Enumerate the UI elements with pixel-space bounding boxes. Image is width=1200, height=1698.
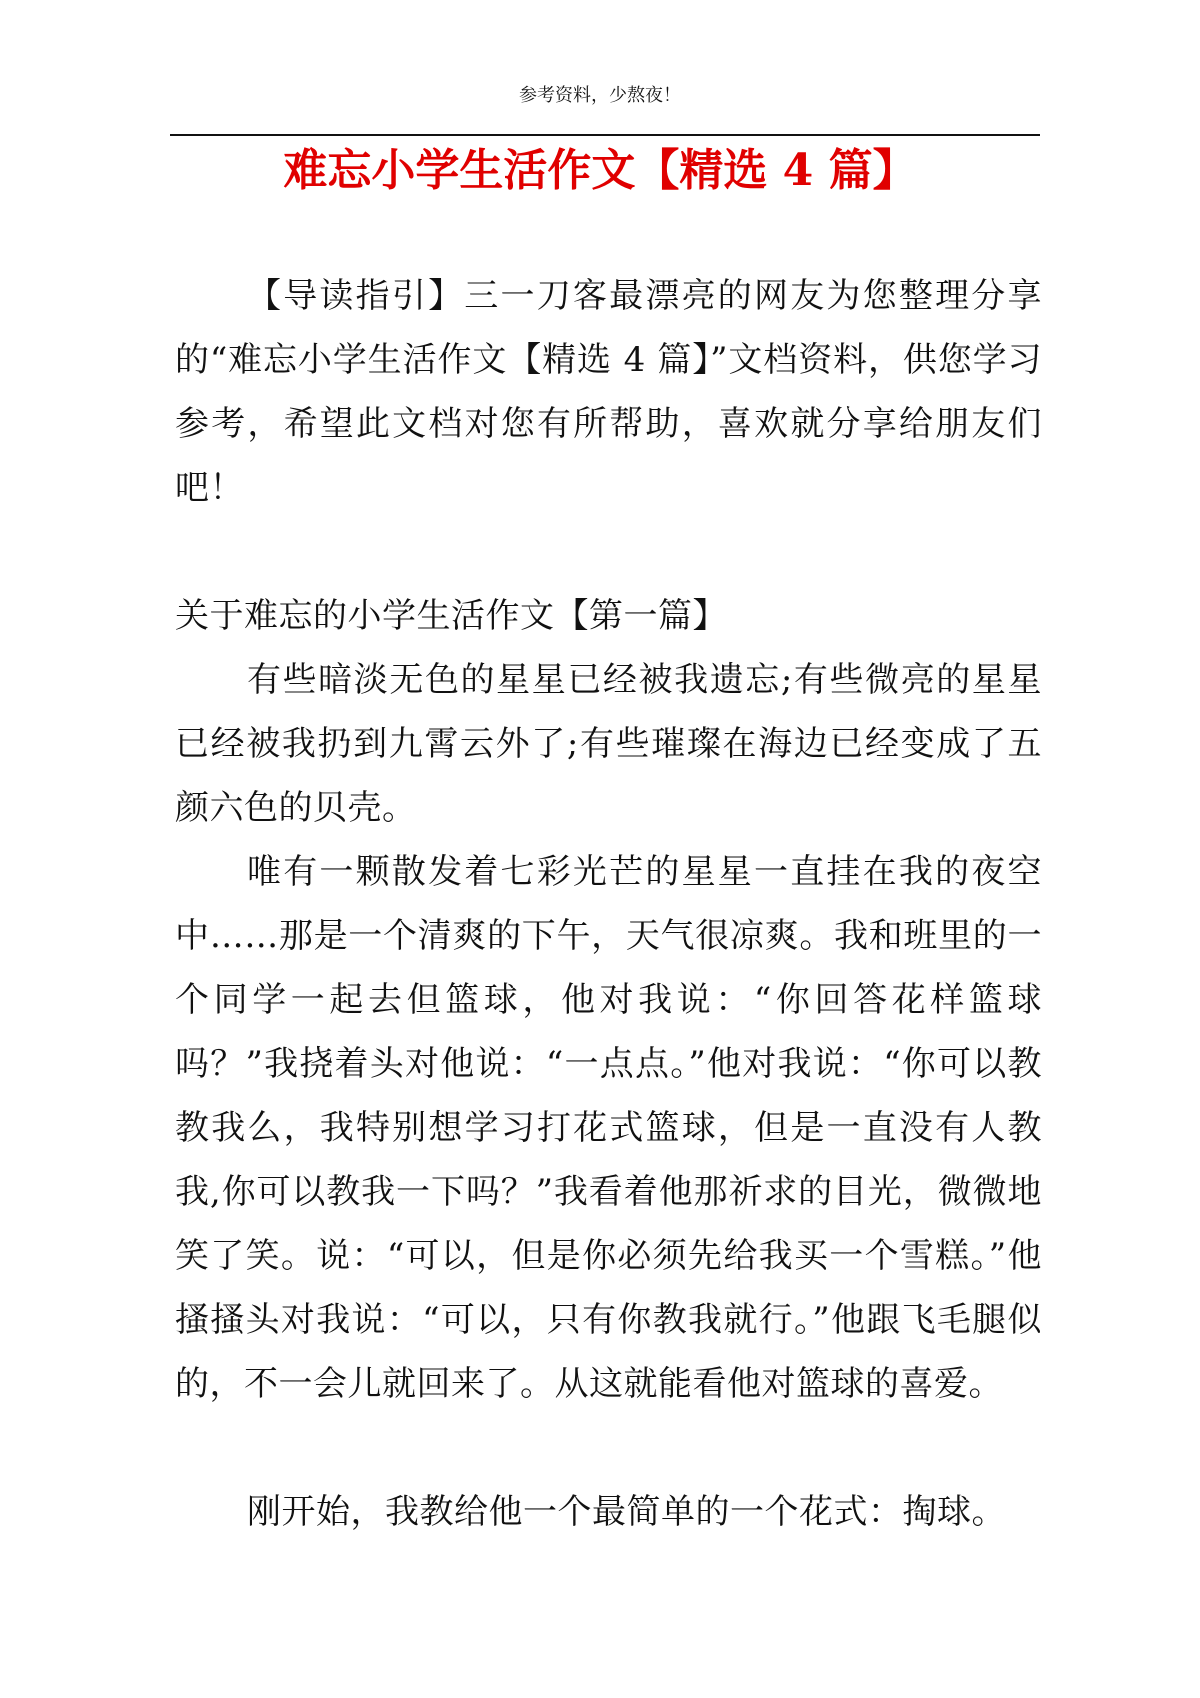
header-note: 参考资料，少熬夜！	[519, 85, 681, 106]
header-divider	[170, 134, 1040, 136]
body-paragraph: 唯有一颗散发着七彩光芒的星星一直挂在我的夜空中……那是一个清爽的下午，天气很凉爽。我和班里的一个同学一起去但篮球，他对我说：“你回答花样篮球吗？”我挠着头对他说：“一点点。”他对我说：“你可以教教我么，我特别想学习打花式篮球，但是一直没有人教我,你可以教我一下吗？”我看着他那祈求的目光，微微地笑了笑。说：“可以，但是你必须先给我买一个雪糕。”他搔搔头对我说：“可以，只有你教我就行。”他跟飞毛腿似的，不一会儿就回来了。从这就能看他对篮球的喜爱。	[175, 852, 1042, 1404]
intro-paragraph: 【导读指引】三一刀客最漂亮的网友为您整理分享的“难忘小学生活作文【精选 4 篇】”文档资料，供您学习参考，希望此文档对您有所帮助，喜欢就分享给朋友们吧！	[175, 276, 1042, 508]
body-paragraph: 有些暗淡无色的星星已经被我遗忘;有些微亮的星星已经被我扔到九霄云外了;有些璀璨在海边已经变成了五颜六色的贝壳。	[175, 660, 1042, 828]
body-paragraph: 刚开始，我教给他一个最简单的一个花式：掏球。	[247, 1492, 1006, 1532]
section-heading: 关于难忘的小学生活作文【第一篇】	[175, 596, 727, 636]
document-title: 难忘小学生活作文【精选 4 篇】	[283, 145, 917, 196]
